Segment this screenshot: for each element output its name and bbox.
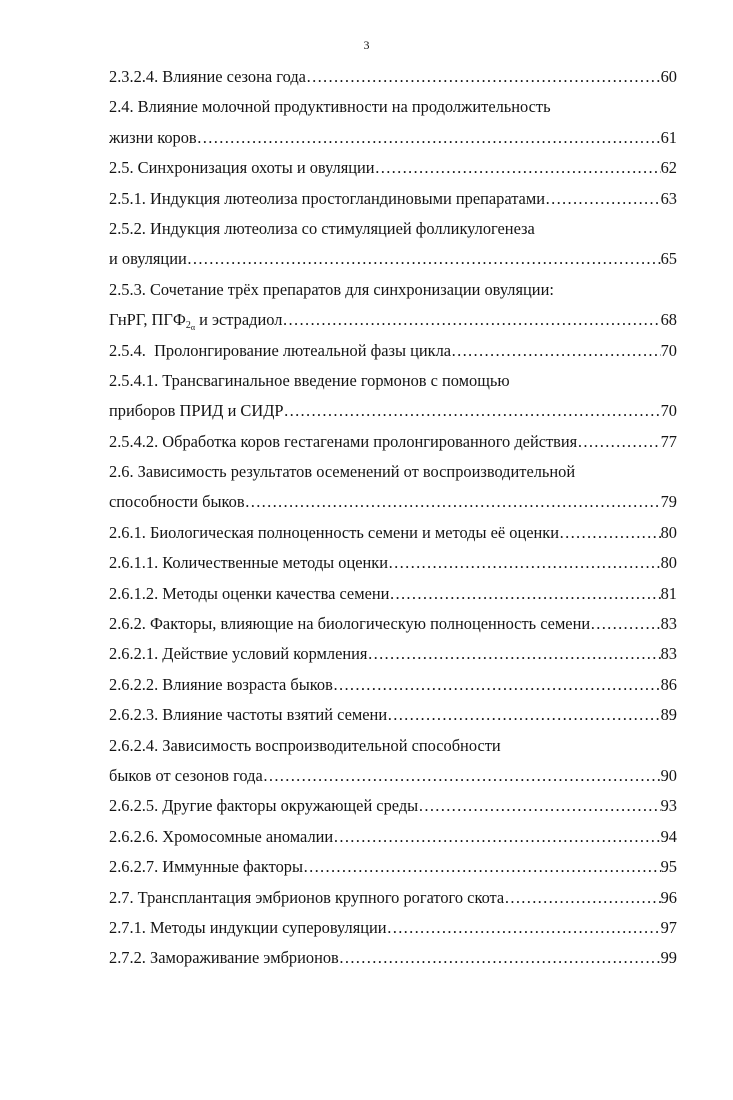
toc-entry-title	[109, 305, 282, 335]
toc-entry	[109, 336, 677, 366]
toc-entry	[109, 852, 677, 882]
dot-leader	[559, 518, 661, 548]
dot-leader	[387, 700, 661, 730]
dot-leader	[388, 548, 661, 578]
toc-entry	[109, 731, 677, 761]
toc-entry-page: 70	[660, 340, 677, 360]
toc-entry	[109, 548, 677, 578]
toc-entry-title: 2.6.2.1. Действие условий кормления	[109, 644, 368, 664]
toc-entry	[109, 62, 677, 92]
dot-leader	[504, 883, 660, 913]
toc-entry-page: 93	[660, 796, 677, 816]
dot-leader	[303, 852, 661, 882]
dot-leader	[451, 336, 661, 366]
toc-entry-title: 2.7. Трансплантация эмбрионов крупного рогатого скота	[109, 887, 505, 907]
dot-leader	[245, 487, 661, 517]
toc-entry-page: 89	[660, 705, 677, 725]
toc-entry	[109, 214, 677, 244]
toc-entry-page: 95	[660, 857, 677, 877]
toc-entry	[109, 275, 677, 305]
toc-entry	[109, 305, 677, 335]
dot-leader	[590, 609, 660, 639]
toc-entry-page: 61	[660, 127, 677, 147]
toc-entry-title: 2.5.3. Сочетание трёх препаратов для синхронизации овуляции:	[109, 279, 554, 299]
toc-entry	[109, 244, 677, 274]
toc-entry	[109, 92, 677, 122]
toc-entry-title: 2.5.2. Индукция лютеолиза со стимуляцией фолликулогенеза	[109, 218, 535, 238]
toc-entry	[109, 153, 677, 183]
toc-entry-page: 62	[660, 158, 677, 178]
dot-leader	[333, 822, 660, 852]
toc-entry-title: приборов ПРИД и СИДР	[109, 401, 284, 421]
dot-leader	[418, 791, 660, 821]
toc-entry-title: 2.3.2.4. Влияние сезона года	[109, 67, 306, 86]
dot-leader	[284, 396, 661, 426]
toc-entry-title: 2.5.4.1. Трансвагинальное введение гормонов с помощью	[109, 370, 510, 390]
toc-entry-title: 2.6.1.1. Количественные методы оценки	[109, 553, 389, 573]
subscript-alpha: α	[190, 323, 196, 333]
toc-entry-page: 96	[660, 887, 677, 907]
toc-entry-title: 2.5.4. Пролонгирование лютеальной фазы цикла	[109, 340, 452, 360]
toc-entry	[109, 670, 677, 700]
toc-entry	[109, 791, 677, 821]
subscript	[186, 320, 195, 331]
dot-leader	[197, 123, 661, 153]
page-number: 3	[363, 38, 370, 52]
toc-entry	[109, 487, 677, 517]
toc-entry-title: и овуляции	[109, 249, 187, 269]
toc-entry-page: 99	[660, 948, 677, 968]
toc-entry	[109, 609, 677, 639]
toc-entry-title: 2.6.2.5. Другие факторы окружающей среды	[109, 796, 419, 816]
toc-entry-page: 77	[660, 431, 677, 451]
toc-entry	[109, 639, 677, 669]
toc-entry-title: 2.4. Влияние молочной продуктивности на продолжительность	[109, 97, 551, 117]
toc-entry-page: 86	[660, 674, 677, 694]
dot-leader	[282, 305, 660, 335]
toc-entry-page: 83	[660, 614, 677, 634]
toc-entry-title: 2.5.1. Индукция лютеолиза простогландиновыми препаратами	[109, 188, 545, 208]
toc-entry	[109, 518, 677, 548]
dot-leader	[577, 427, 660, 457]
toc-entry-title: 2.6.1.2. Методы оценки качества семени	[109, 583, 390, 603]
toc-entry	[109, 883, 677, 913]
toc-entry-title: 2.6.1. Биологическая полноценность семени и методы её оценки	[109, 522, 560, 542]
dot-leader	[545, 184, 661, 214]
toc-entry-title: 2.6.2.6. Хромосомные аномалии	[109, 826, 334, 846]
dot-leader	[389, 579, 660, 609]
toc-entry-page: 79	[660, 492, 677, 512]
toc-entry	[109, 913, 677, 943]
toc-entry-title: 2.6. Зависимость результатов осеменений от воспроизводительной	[109, 462, 576, 482]
toc-entry-title: 2.6.2. Факторы, влияющие на биологическую полноценность семени	[109, 614, 591, 634]
toc-entry-page: 81	[660, 583, 677, 603]
dot-leader	[187, 244, 661, 274]
toc-entry-title: 2.7.2. Замораживание эмбрионов	[109, 948, 339, 968]
toc-entry-title: 2.6.2.2. Влияние возраста быков	[109, 674, 333, 694]
toc-entry-title: 2.5.4.2. Обработка коров гестагенами пролонгированного действия	[109, 431, 578, 451]
toc-entry-page: 80	[660, 522, 677, 542]
toc-entry	[109, 579, 677, 609]
toc-entry-title: 2.6.2.4. Зависимость воспроизводительной способности	[109, 735, 501, 755]
toc-entry-page: 68	[660, 310, 677, 330]
toc-entry-title-part: ГнРГ, ПГФ	[109, 310, 186, 330]
toc-entry-title: 2.6.2.7. Иммунные факторы	[109, 857, 303, 877]
dot-leader	[333, 670, 661, 700]
toc-entry-page: 60	[660, 67, 677, 86]
subscript-digit: 2	[185, 320, 191, 332]
toc-entry	[109, 700, 677, 730]
table-of-contents	[109, 62, 677, 974]
dot-leader	[306, 62, 661, 92]
dot-leader	[263, 761, 661, 791]
toc-entry	[109, 396, 677, 426]
toc-entry-page: 80	[660, 553, 677, 573]
toc-entry-page: 63	[660, 188, 677, 208]
dot-leader	[387, 913, 661, 943]
toc-entry-title: 2.5. Синхронизация охоты и овуляции	[109, 158, 375, 178]
toc-entry	[109, 943, 677, 973]
toc-entry	[109, 184, 677, 214]
toc-entry-page: 97	[660, 917, 677, 937]
toc-entry-page: 83	[660, 644, 677, 664]
toc-entry-title-part: и эстрадиол	[195, 310, 283, 330]
toc-entry-page: 90	[660, 765, 677, 785]
toc-entry-page: 70	[660, 401, 677, 421]
toc-entry	[109, 427, 677, 457]
toc-entry-page: 65	[660, 249, 677, 269]
toc-entry-page: 94	[660, 826, 677, 846]
dot-leader	[367, 639, 660, 669]
toc-entry	[109, 761, 677, 791]
toc-entry	[109, 123, 677, 153]
toc-entry	[109, 822, 677, 852]
toc-entry-title: быков от сезонов года	[109, 765, 263, 785]
toc-entry-title: жизни коров	[109, 127, 197, 147]
toc-entry-title: 2.7.1. Методы индукции суперовуляции	[109, 917, 387, 937]
toc-entry	[109, 457, 677, 487]
dot-leader	[339, 943, 661, 973]
dot-leader	[375, 153, 661, 183]
toc-entry	[109, 366, 677, 396]
toc-entry-title: способности быков	[109, 492, 245, 512]
toc-entry-title: 2.6.2.3. Влияние частоты взятий семени	[109, 705, 388, 725]
